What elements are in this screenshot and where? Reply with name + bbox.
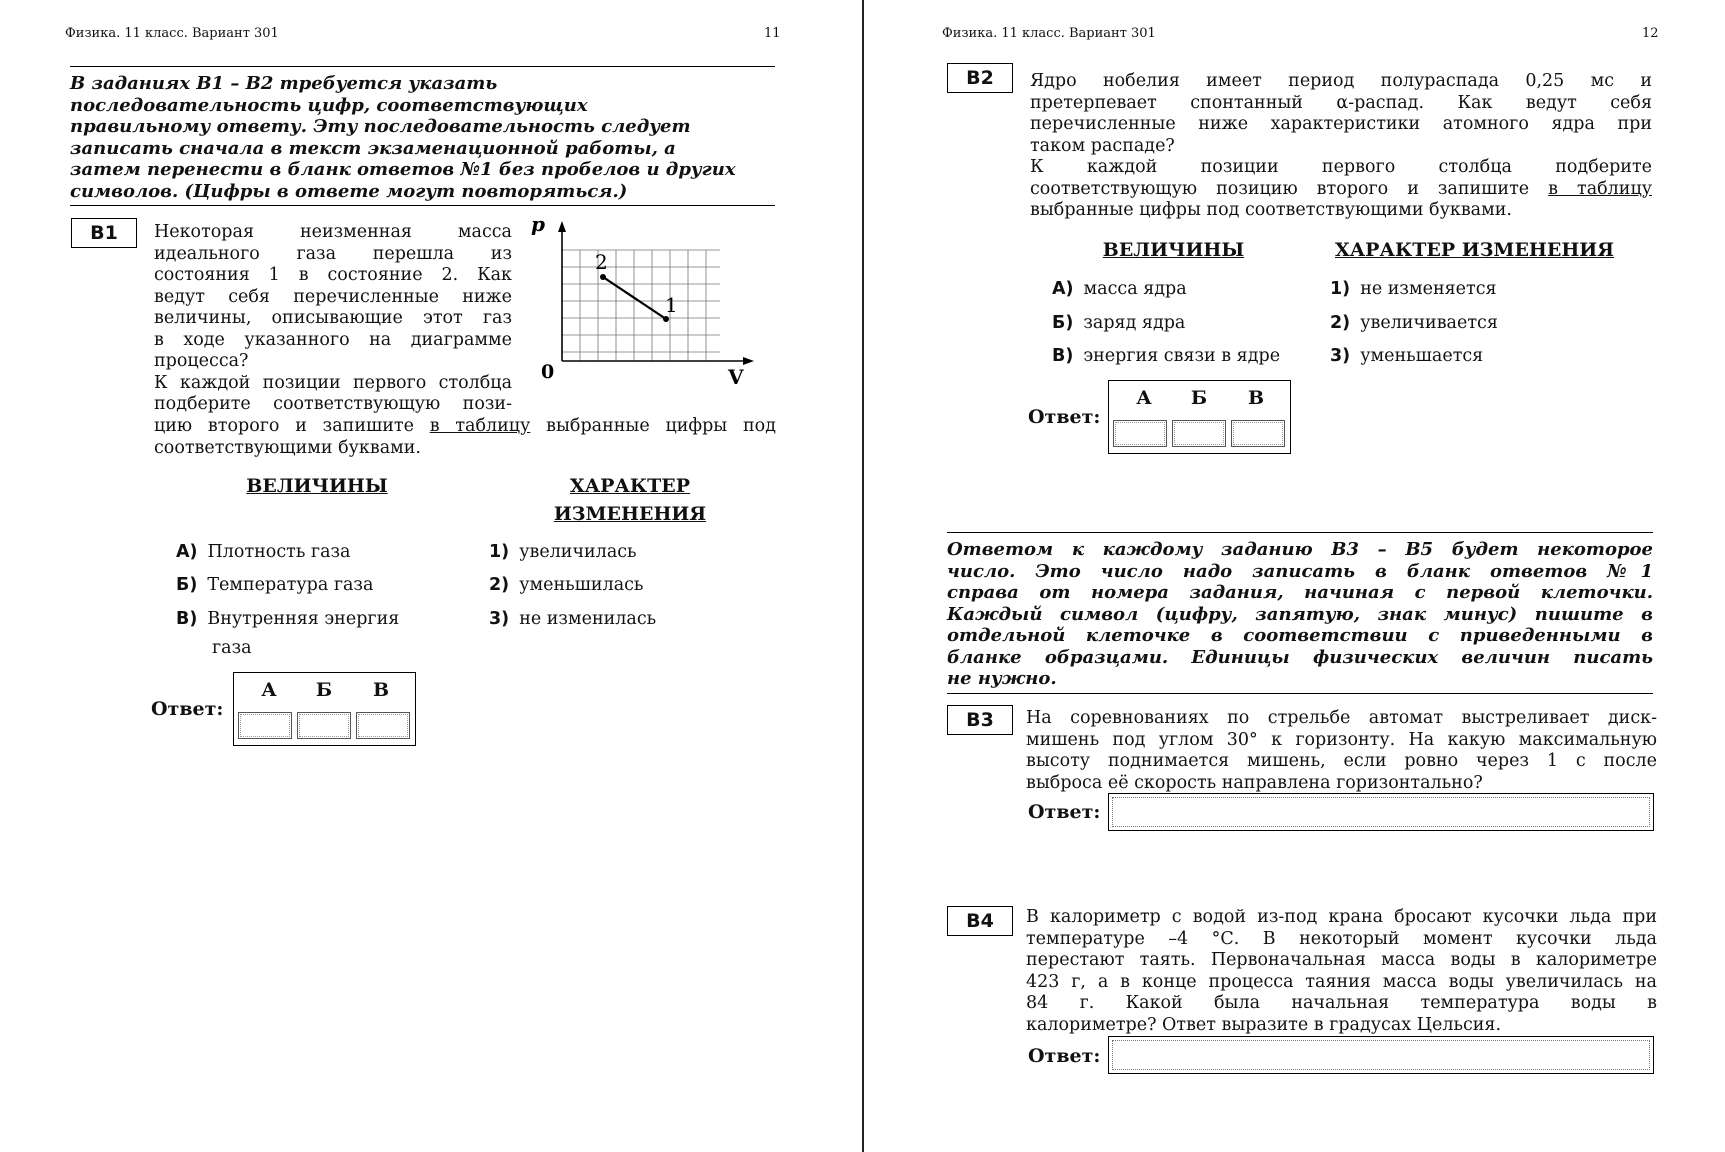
b2-line <box>1030 179 1652 201</box>
instruction-line: справа от номера задания, начиная с первой клеточки. <box>947 582 1653 603</box>
question-number-b4: В4 <box>947 906 1013 936</box>
point-2-label: 2 <box>595 250 608 274</box>
answer-cell-b[interactable] <box>297 712 351 739</box>
b2-change-3 <box>1330 345 1483 367</box>
b4-line: калориметре? Ответ выразите в градусах Цельсия. <box>1026 1014 1502 1035</box>
b1-quantity-letter: Б) <box>176 575 198 595</box>
answer-cell-a[interactable] <box>238 712 292 739</box>
answer-column-letter: Б <box>315 679 333 701</box>
b4-line: перестают таять. Первоначальная масса воды в калориметре <box>1026 950 1657 970</box>
b1-change-number: 2) <box>489 575 510 595</box>
b1-quantity-c-wrap: газа <box>212 638 252 658</box>
answer-column-letter: В <box>372 679 390 701</box>
b4-answer-field[interactable] <box>1108 1036 1654 1074</box>
instruction-line: отдельной клеточке в соответствии с приведенными в <box>947 625 1653 646</box>
instruction-line: Каждый символ (цифру, запятую, знак минус) пишите в <box>947 603 1653 625</box>
state-point-2 <box>600 274 606 280</box>
question-number-b1: В1 <box>71 218 137 248</box>
b2-change-text: уменьшается <box>1360 346 1484 366</box>
y-axis-arrow <box>558 221 566 232</box>
b3-text <box>1026 708 1657 794</box>
x-axis-arrow <box>743 357 754 365</box>
b1-col2-header <box>520 472 740 528</box>
b1-change-text: уменьшилась <box>519 575 644 595</box>
b2-col2-header: ХАРАКТЕР ИЗМЕНЕНИЯ <box>1334 239 1615 261</box>
answer-column-letter: В <box>1247 387 1265 409</box>
b1-change-number: 1) <box>489 542 510 562</box>
b2-quantity-letter: А) <box>1052 279 1074 299</box>
b2-change-text: увеличивается <box>1360 313 1498 333</box>
b2-change-2 <box>1330 312 1498 334</box>
b2-line: К каждой позиции первого столбца подберите <box>1030 157 1652 177</box>
instruction-line: В заданиях В1 – В2 требуется указать <box>70 73 498 94</box>
b2-change-number: 2) <box>1330 313 1351 333</box>
page-header: Физика. 11 класс. Вариант 301 <box>942 26 1156 41</box>
b1-quantity-c <box>176 608 399 630</box>
question-number-b2: В2 <box>947 63 1013 93</box>
b1-change-text: не изменилась <box>519 609 657 629</box>
instruction-block <box>947 532 1653 694</box>
instruction-line: не нужно. <box>947 668 1057 689</box>
b2-line: перечисленные ниже характеристики атомного ядра при <box>1030 114 1652 134</box>
b2-quantity-b <box>1052 312 1185 334</box>
b1-col1-header: ВЕЛИЧИНЫ <box>246 475 388 497</box>
b4-text <box>1026 907 1657 1036</box>
right-page <box>864 0 1725 1152</box>
instruction-line: символов. (Цифры в ответе могут повторяться.) <box>70 180 628 202</box>
origin-label: 0 <box>541 361 555 383</box>
question-number-b3: В3 <box>947 705 1013 735</box>
instruction-block <box>70 66 775 206</box>
b1-quantity-text: Плотность газа <box>207 542 351 562</box>
b2-line: выбранные цифры под соответствующими буквами. <box>1030 200 1512 220</box>
instruction-line: затем перенести в бланк ответов №1 без пробелов и других <box>70 159 736 180</box>
b1-text-narrow <box>154 222 512 416</box>
b1-line: подберите соответствующую пози- <box>154 394 512 414</box>
b1-line <box>154 416 776 438</box>
b4-line: В калориметр с водой из-под крана бросают кусочки льда при <box>1026 907 1657 927</box>
page-number: 11 <box>764 26 781 41</box>
b3-line: мишень под углом 30° к горизонту. На какую максимальную <box>1026 729 1657 750</box>
b3-line: На соревнованиях по стрельбе автомат выстреливает диск- <box>1026 708 1657 728</box>
b1-col2-header-line: ИЗМЕНЕНИЯ <box>553 503 707 525</box>
b1-line: К каждой позиции первого столбца <box>154 372 512 393</box>
b2-quantity-text: заряд ядра <box>1083 313 1186 333</box>
b1-change-3 <box>489 608 656 630</box>
b3-line: выброса её скорость направлена горизонтально? <box>1026 772 1483 793</box>
page-number: 12 <box>1642 26 1659 41</box>
instruction-line: записать сначала в текст экзаменационной работы, а <box>70 137 676 159</box>
b2-text-span: соответствующую позицию второго и запишите <box>1030 178 1549 199</box>
b3-line: высоту поднимается мишень, если ровно через 1 с после <box>1026 751 1657 771</box>
b1-change-1 <box>489 541 637 563</box>
b4-answer-field-inner <box>1112 1040 1650 1070</box>
answer-cell-c[interactable] <box>1231 420 1285 447</box>
b1-line: Некоторая неизменная масса <box>154 222 512 242</box>
b2-col1-header: ВЕЛИЧИНЫ <box>1102 239 1245 261</box>
b1-quantity-a <box>176 541 351 563</box>
b1-line: величины, описывающие этот газ <box>154 308 512 328</box>
instruction-line: последовательность цифр, соответствующих <box>70 94 588 116</box>
b2-quantity-letter: В) <box>1052 346 1074 366</box>
b2-line: таком распаде? <box>1030 135 1175 156</box>
b4-answer-label: Ответ: <box>1028 1045 1101 1067</box>
instruction-line: число. Это число надо записать в бланк ответов №1 <box>947 560 1653 582</box>
b1-line: состояния 1 в состояние 2. Как <box>154 265 512 285</box>
b1-text-wide <box>154 416 776 459</box>
b2-text <box>1030 71 1652 222</box>
answer-cell-c[interactable] <box>356 712 410 739</box>
b1-tail-text: выбранные цифры под <box>530 416 776 436</box>
b2-change-number: 1) <box>1330 279 1351 299</box>
instruction-line: правильному ответу. Эту последовательность следует <box>70 116 691 137</box>
b2-quantity-text: масса ядра <box>1083 279 1187 299</box>
b1-change-text: увеличилась <box>519 542 637 562</box>
left-page <box>0 0 862 1152</box>
grid <box>562 250 720 361</box>
b2-change-text: не изменяется <box>1360 279 1497 299</box>
b2-quantity-letter: Б) <box>1052 313 1074 333</box>
b2-quantity-a <box>1052 278 1187 300</box>
b1-line: в ходе указанного на диаграмме <box>154 329 512 350</box>
answer-cell-b[interactable] <box>1172 420 1226 447</box>
b1-quantity-text: Температура газа <box>207 575 374 595</box>
b2-change-number: 3) <box>1330 346 1351 366</box>
b3-answer-field[interactable] <box>1108 793 1654 831</box>
b4-line: 84 г. Какой была начальная температура воды в <box>1026 993 1657 1013</box>
answer-column-letter: А <box>261 679 277 701</box>
b2-quantity-text: энергия связи в ядре <box>1083 346 1281 366</box>
b2-answer-table <box>1108 380 1291 454</box>
b2-line: Ядро нобелия имеет период полураспада 0,25 мс и <box>1030 71 1652 91</box>
b3-answer-field-inner <box>1112 797 1650 827</box>
b2-change-1 <box>1330 278 1497 300</box>
b1-table-link: в таблицу <box>429 416 531 436</box>
b1-change-2 <box>489 574 643 596</box>
b1-line: ведут себя перечисленные ниже <box>154 286 512 307</box>
b1-line: процесса? <box>154 351 249 371</box>
answer-cell-a[interactable] <box>1113 420 1167 447</box>
b1-line: соответствующими буквами. <box>154 437 421 458</box>
b1-tail-text: цию второго и запишите <box>154 416 430 436</box>
b1-quantity-letter: В) <box>176 609 198 629</box>
b2-line: претерпевает спонтанный α-распад. Как ведут себя <box>1030 92 1652 113</box>
b3-answer-label: Ответ: <box>1028 801 1101 823</box>
process-line <box>603 277 666 319</box>
b2-table-link: в таблицу <box>1548 178 1652 199</box>
point-1-label: 1 <box>665 293 678 317</box>
instruction-line: бланке образцами. Единицы физических величин писать <box>947 646 1653 668</box>
y-axis-label: p <box>531 216 545 236</box>
b1-col2-header-line: ХАРАКТЕР <box>569 475 691 497</box>
page-header: Физика. 11 класс. Вариант 301 <box>65 26 279 41</box>
b1-answer-table <box>233 672 416 746</box>
b1-change-number: 3) <box>489 609 510 629</box>
pv-diagram <box>525 216 760 391</box>
b1-quantity-text: Внутренняя энергия <box>207 609 400 629</box>
answer-column-letter: Б <box>1190 387 1208 409</box>
x-axis-label: V <box>728 365 744 389</box>
instruction-line: Ответом к каждому заданию В3 – В5 будет некоторое <box>947 539 1653 560</box>
answer-column-letter: А <box>1136 387 1152 409</box>
b1-line: идеального газа перешла из <box>154 243 512 264</box>
b4-line: 423 г, а в конце процесса таяния масса воды увеличилась на <box>1026 971 1657 992</box>
b2-quantity-c <box>1052 345 1280 367</box>
b2-answer-label: Ответ: <box>1028 406 1101 428</box>
b1-quantity-letter: А) <box>176 542 198 562</box>
b4-line: температуре –4 °С. В некоторый момент кусочки льда <box>1026 928 1657 949</box>
b1-answer-label: Ответ: <box>151 698 224 720</box>
b1-quantity-b <box>176 574 373 596</box>
